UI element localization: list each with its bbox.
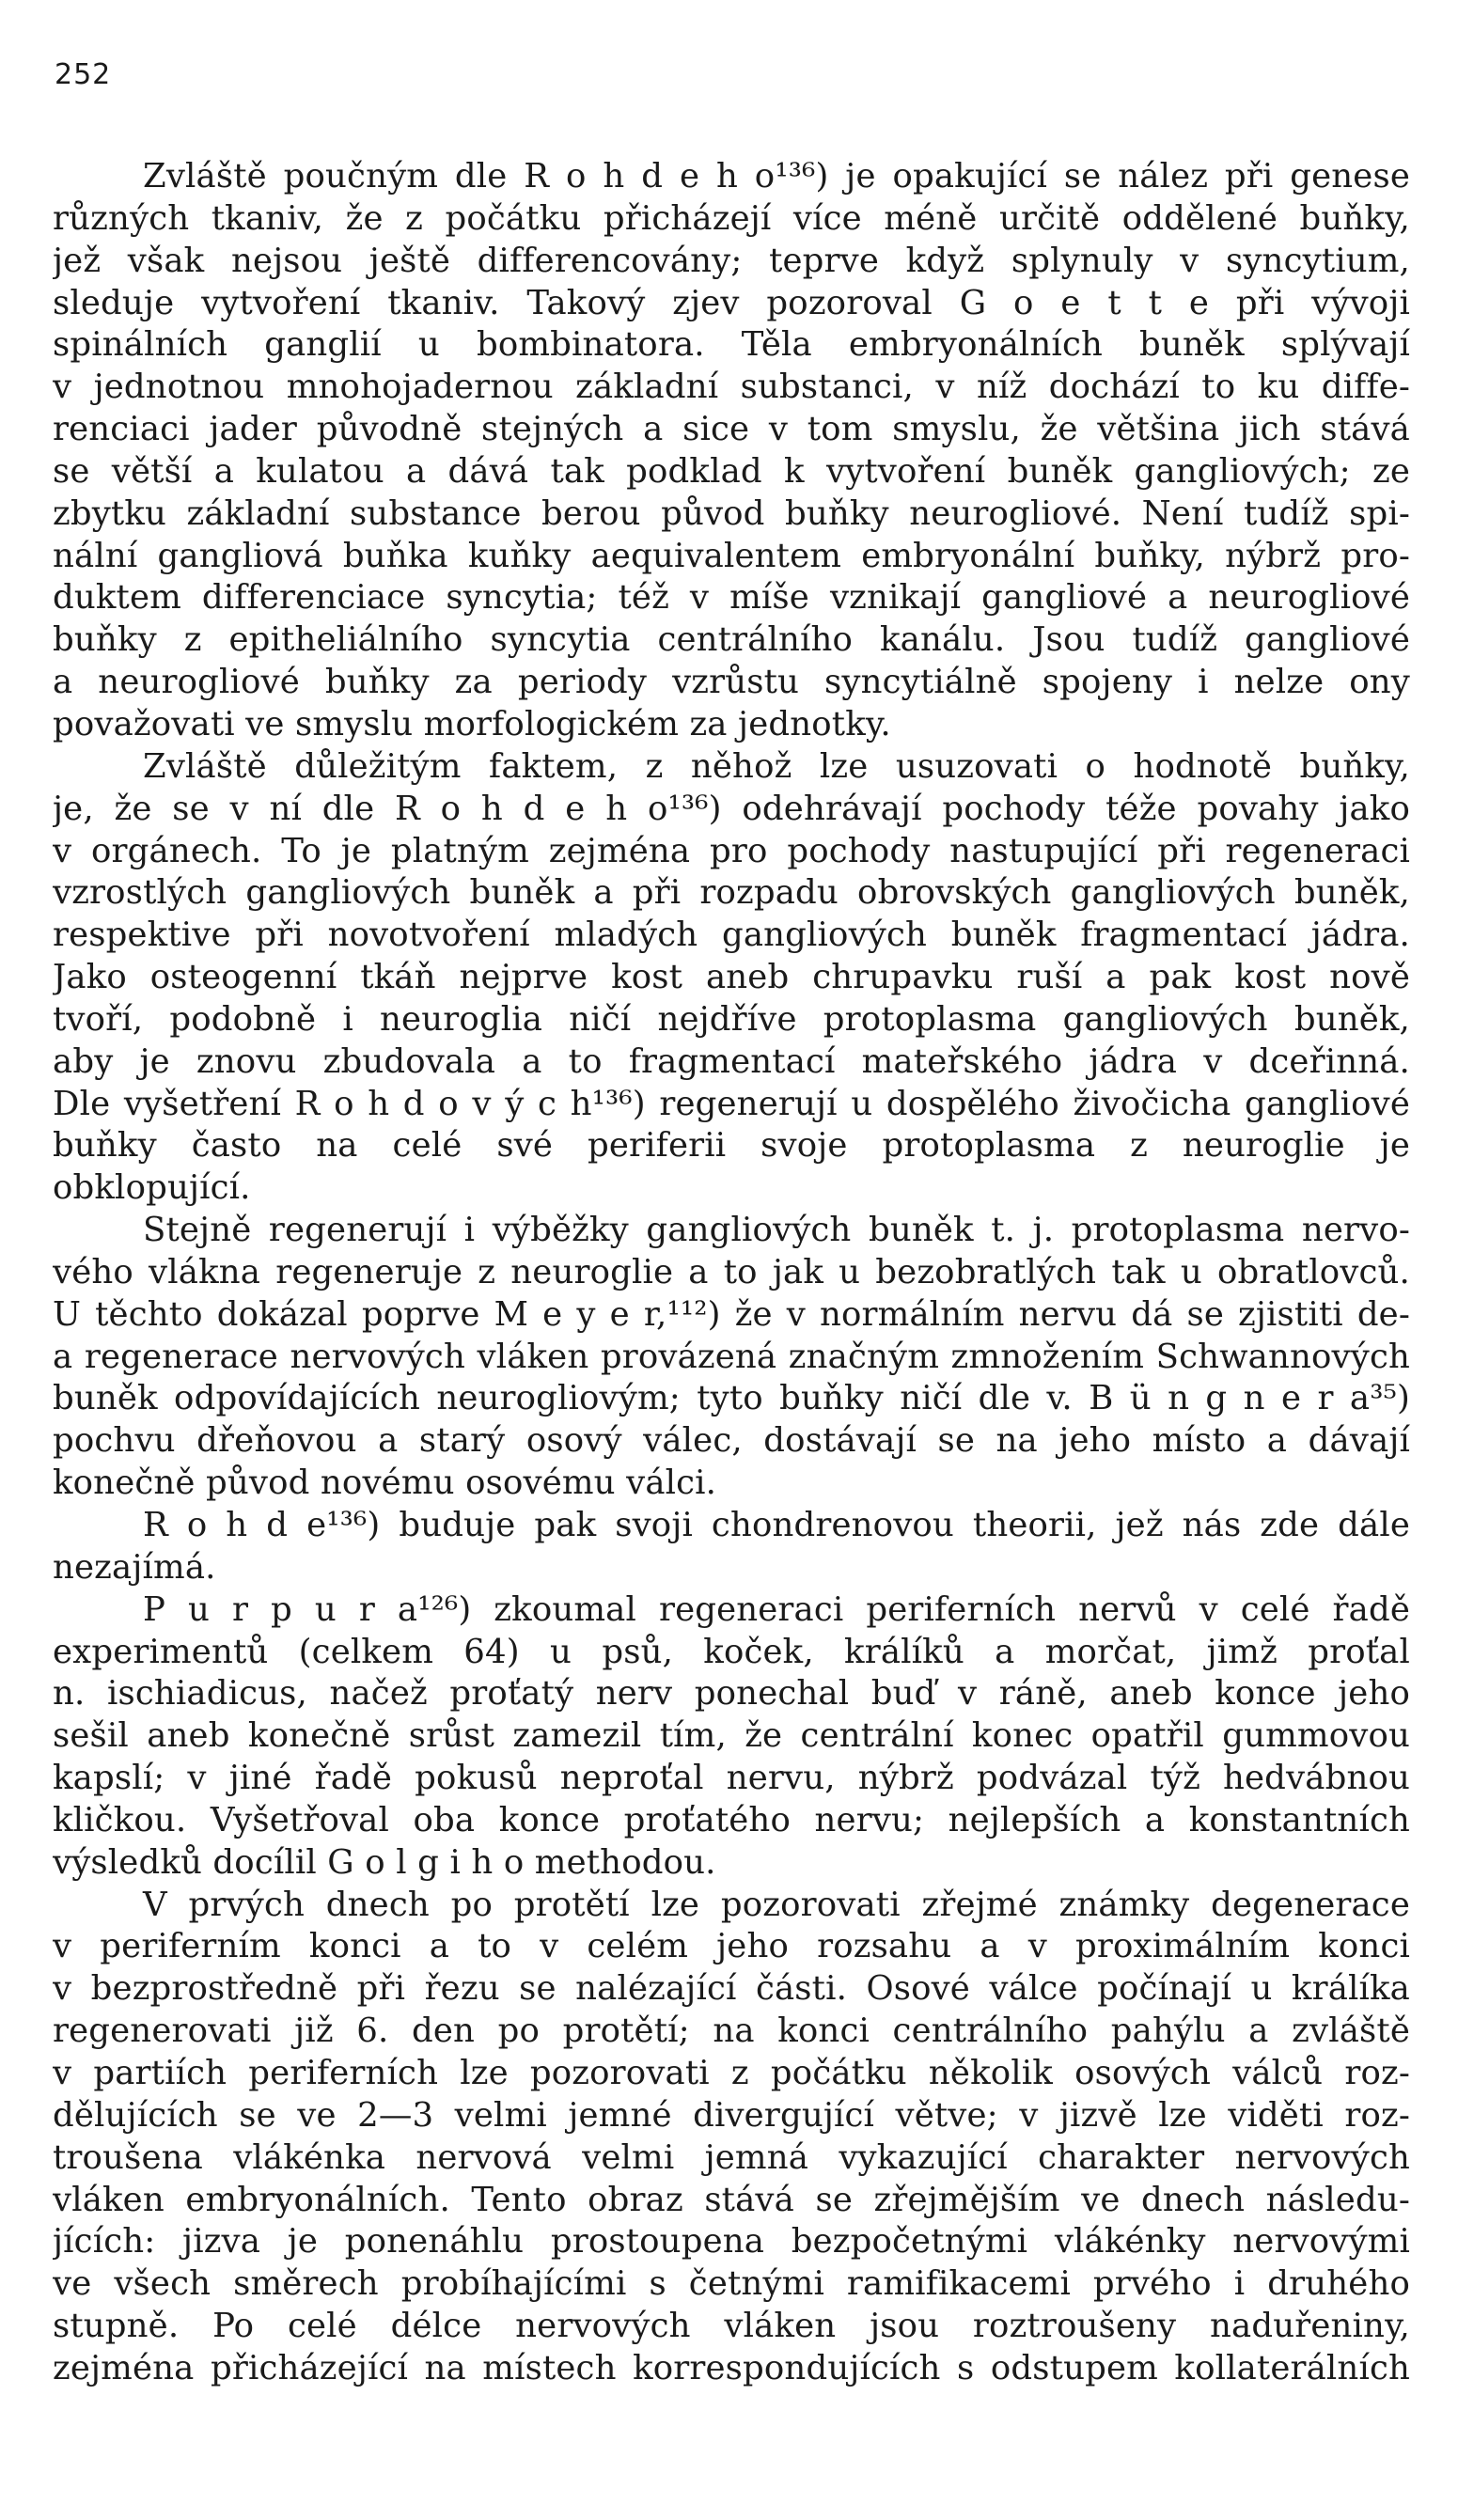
text-line: Jako osteogenní tkáň nejprve kost aneb chrupavku ruší a pak kost nově	[53, 958, 1410, 997]
text-line: nální gangliová buňka kuňky aequivalentem embryonální buňky, nýbrž pro-	[53, 536, 1410, 575]
text-line: považovati ve smyslu morfologickém za jednotky.	[53, 704, 891, 743]
text-line: vého vlákna regeneruje z neuroglie a to jak u bezobratlých tak u obratlovců.	[53, 1252, 1410, 1291]
body-text	[53, 156, 1410, 2390]
text-line: výsledků docílil G o l g i h o methodou.	[53, 1842, 716, 1882]
text-line: v periferním konci a to v celém jeho rozsahu a v proximálním konci	[53, 1927, 1410, 1966]
text-line: obklopující.	[53, 1168, 251, 1208]
text-line: Zvláště poučným dle R o h d e h o¹³⁶) je opakující se nález při genese	[143, 157, 1410, 196]
text-line: v bezprostředně při řezu se nalézající části. Osové válce počínají u králíka	[53, 1969, 1410, 2009]
text-line: ve všech směrech probíhajícími s četnými ramifikacemi prvého i druhého	[53, 2264, 1410, 2304]
text-line: sešil aneb konečně srůst zamezil tím, že centrální konec opatřil gummovou	[53, 1716, 1410, 1756]
text-line: nezajímá.	[53, 1547, 216, 1587]
text-line: respektive při novotvoření mladých gangliových buněk fragmentací jádra.	[53, 916, 1410, 955]
text-line: v jednotnou mnohojadernou základní substanci, v níž dochází to ku diffe-	[53, 368, 1410, 407]
text-line: zbytku základní substance berou původ buňky neurogliové. Není tudíž spi-	[53, 493, 1410, 533]
text-line: buňky často na celé své periferii svoje protoplasma z neuroglie je	[53, 1126, 1410, 1166]
text-line: Dle vyšetření R o h d o v ý c h¹³⁶) regenerují u dospělého živočicha gangliové	[53, 1084, 1410, 1123]
text-line: renciaci jader původně stejných a sice v tom smyslu, že většina jich stává	[53, 410, 1410, 449]
text-line: v partiích periferních lze pozorovati z počátku několik osových válců roz-	[53, 2053, 1410, 2092]
text-line: R o h d e¹³⁶) buduje pak svoji chondrenovou theorii, jež nás zde dále	[143, 1506, 1410, 1544]
page-number: 252	[55, 58, 112, 91]
text-line: aby je znovu zbudovala a to fragmentací mateřského jádra v dceřinná.	[53, 1041, 1410, 1081]
text-line: P u r p u r a¹²⁶) zkoumal regeneraci periferních nervů v celé řadě	[143, 1589, 1410, 1629]
text-line: vzrostlých gangliových buněk a při rozpadu obrovských gangliových buněk,	[53, 873, 1410, 913]
text-line: v orgánech. To je platným zejména pro pochody nastupující při regeneraci	[53, 831, 1410, 870]
text-line: Zvláště důležitým faktem, z něhož lze usuzovati o hodnotě buňky,	[143, 746, 1410, 786]
text-line: stupně. Po celé délce nervových vláken jsou roztroušeny naduřeniny,	[53, 2307, 1410, 2346]
text-line: experimentů (celkem 64) u psů, koček, králíků a morčat, jimž proťal	[53, 1632, 1410, 1671]
text-line: troušena vlákénka nervová velmi jemná vykazující charakter nervových	[53, 2137, 1410, 2177]
text-line: vláken embryonálních. Tento obraz stává se zřejmějším ve dnech následu-	[53, 2180, 1410, 2219]
text-line: buněk odpovídajících neurogliovým; tyto buňky ničí dle v. B ü n g n e r a³⁵)	[53, 1379, 1410, 1418]
text-line: dělujících se ve 2—3 velmi jemné divergující větve; v jizvě lze viděti roz-	[53, 2095, 1410, 2135]
text-line: pochvu dřeňovou a starý osový válec, dostávají se na jeho místo a dávají	[53, 1421, 1410, 1461]
text-line: zejména přicházející na místech korrespondujících s odstupem kollaterálních	[53, 2348, 1410, 2387]
text-line: kapslí; v jiné řadě pokusů neproťal nervu, nýbrž podvázal týž hedvábnou	[53, 1759, 1410, 1798]
text-line: spinálních ganglií u bombinatora. Těla embryonálních buněk splývají	[53, 325, 1410, 365]
text-line: jež však nejsou ještě differencovány; teprve když splynuly v syncytium,	[53, 241, 1410, 280]
text-line: sleduje vytvoření tkaniv. Takový zjev pozoroval G o e t t e při vývoji	[53, 283, 1410, 322]
text-line: buňky z epitheliálního syncytia centrálního kanálu. Jsou tudíž gangliové	[53, 620, 1410, 660]
text-line: a neurogliové buňky za periody vzrůstu syncytiálně spojeny i nelze ony	[53, 663, 1410, 702]
text-line: tvoří, podobně i neuroglia ničí nejdříve protoplasma gangliových buněk,	[53, 999, 1410, 1039]
text-line: se větší a kulatou a dává tak podklad k vytvoření buněk gangliových; ze	[53, 451, 1410, 491]
text-line: kličkou. Vyšetřoval oba konce proťatého nervu; nejlepších a konstantních	[53, 1800, 1410, 1839]
text-line: duktem differenciace syncytia; též v míše vznikají gangliové a neurogliové	[53, 578, 1410, 618]
text-line: V prvých dnech po protětí lze pozorovati zřejmé známky degenerace	[143, 1885, 1410, 1924]
text-line: jících: jizva je ponenáhlu prostoupena bezpočetnými vlákénky nervovými	[53, 2222, 1410, 2262]
text-line: regenerovati již 6. den po protětí; na konci centrálního pahýlu a zvláště	[53, 2011, 1410, 2051]
text-line: různých tkaniv, že z počátku přicházejí více méně určitě oddělené buňky,	[53, 198, 1410, 238]
text-line: a regenerace nervových vláken provázená značným zmnožením Schwannových	[53, 1337, 1410, 1376]
text-line: Stejně regenerují i výběžky gangliových buněk t. j. protoplasma nervo-	[143, 1211, 1410, 1250]
text-line: n. ischiadicus, načež proťatý nerv ponechal buď v ráně, aneb konce jeho	[53, 1674, 1410, 1714]
text-line: je, že se v ní dle R o h d e h o¹³⁶) odehrávají pochody téže povahy jako	[53, 789, 1410, 828]
text-line: U těchto dokázal poprve M e y e r,¹¹²) že v normálním nervu dá se zjistiti de-	[53, 1294, 1410, 1334]
text-line: konečně původ novému osovému válci.	[53, 1463, 717, 1503]
